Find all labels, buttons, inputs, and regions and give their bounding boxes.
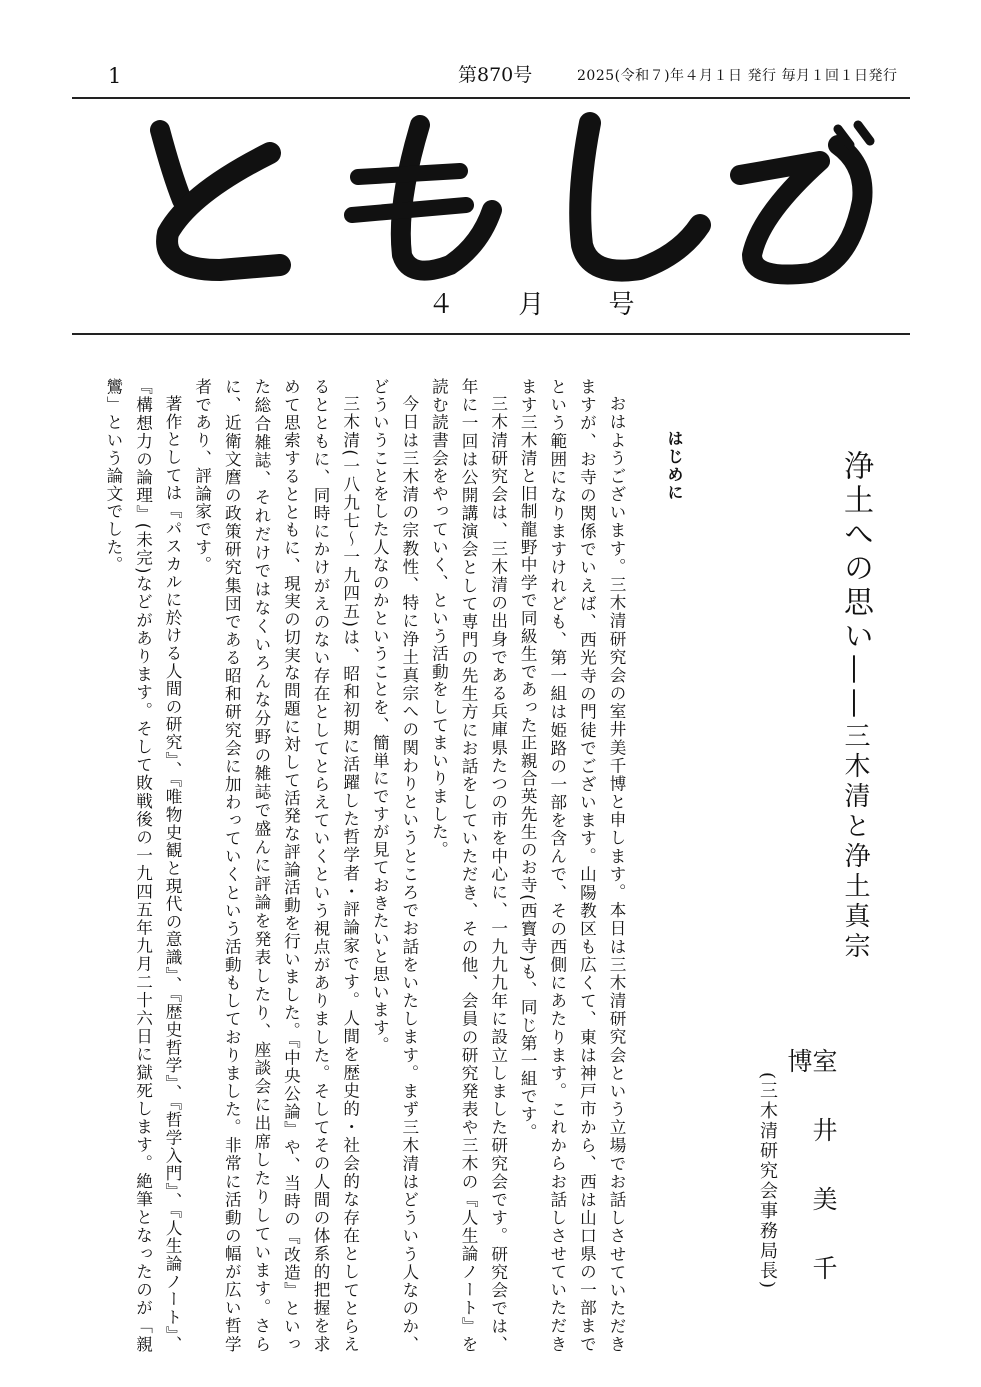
page-number: 1 — [108, 64, 122, 88]
article-body — [86, 378, 631, 1353]
article-paragraph: 三木清研究会は、三木清の出身である兵庫県たつの市を中心に、一九九九年に設立しました研究会です。研究会では、年に一回は公開講演会として専門の先生方にお話をしていただき、その他、会員の研究発表や三木の『人生論ノート』を読む読書会をやっていく、という活動をしてまいりました。 — [429, 378, 508, 1353]
article-paragraph: 三木清(一八九七～一九四五)は、昭和初期に活躍した哲学者・評論家です。人間を歴史的・社会的な存在としてとらえるとともに、同時にかけがえのない存在としてとらえていくという視点がありました。そしてその人間の体系的把握を求めて思索するとともに、現実の切実な問題に対して活発な評論活動を行いました。『中央公論』や、当時の『改造』といった総合雑誌、それだけではなくいろんな分野の雑誌で盛んに評論を発表したり、座談会に出席したりしています。さらに、近衛文麿の政策研究集団である昭和研究会に加わっていくという活動もしておりました。非常に活動の幅が広い哲学者であり、評論家です。 — [192, 378, 360, 1353]
masthead-rule — [72, 333, 910, 335]
masthead-logo-calligraphy — [120, 105, 880, 295]
masthead-logo — [120, 105, 880, 295]
article-paragraph: 著作としては『パスカルに於ける人間の研究』、『唯物史観と現代の意識』、『歴史哲学』、『哲学入門』、『人生論ノート』、『構想力の論理』(未完)などがあります。そして敗戦後の一九四五年九月二十六日に獄死します。絶筆となったのが「親鸞」という論文でした。 — [103, 378, 183, 1353]
author-name: 室 井 美 千 博 — [784, 1048, 838, 1298]
article-paragraph: 今日は三木清の宗教性、特に浄土真宗への関わりというところでお話をいたします。まず三木清はどういう人なのか、どういうことをした人なのかということを、簡単にですが見ておきたいと思います。 — [370, 378, 419, 1353]
article-title-dash: —— — [838, 654, 873, 722]
issue-number: 第870号 — [458, 64, 533, 86]
article-title-main: 浄土への思い — [838, 450, 873, 654]
header-rule — [72, 97, 910, 99]
article-title — [838, 450, 873, 1010]
publication-date: 2025(令和７)年４月１日 発行 毎月１回１日発行 — [577, 68, 898, 84]
author-affiliation: (三木清研究会事務局長) — [757, 1072, 778, 1291]
article-paragraph: おはようございます。三木清研究会の室井美千博と申します。本日は三木清研究会という立場でお話しさせていただきますが、お寺の関係でいえば、西光寺の門徒でございます。山陽教区も広くて、東は神戸市から、西は山口県の一部までという範囲になりますけれども、第一組は姫路の一部を含んで、その西側にあたります。これからお話しさせていただきます三木清と旧制龍野中学で同級生であった正親合英先生のお寺(西寳寺)も、同じ第一組です。 — [518, 378, 626, 1353]
section-heading: はじめに — [665, 430, 684, 502]
article-subtitle: 三木清と浄土真宗 — [840, 722, 870, 962]
issue-month: ４ 月 号 — [428, 290, 663, 320]
